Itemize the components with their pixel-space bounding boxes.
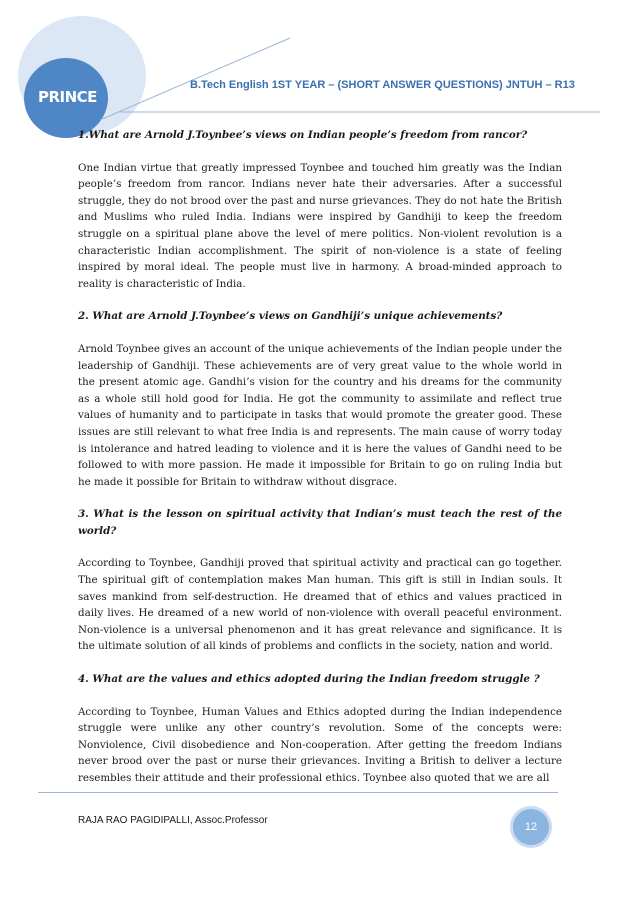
footer-author: RAJA RAO PAGIDIPALLI, Assoc.Professor (78, 815, 268, 826)
answer-paragraph: According to Toynbee, Human Values and Ethics adopted during the Indian independence struggle were unlike any other country’s revolution. Some of the concepts were: Nonviolence, Civil disobedience and Non-cooperation. After getting the freedom Indians never brood over the past or nurse their grievances. Inviting a British to deliver a lecture resembles their attitude and their professional ethics. Toynbee also quoted that we are all (78, 705, 562, 784)
answer-paragraph: According to Toynbee, Gandhiji proved that spiritual activity and practical can go together. The spiritual gift of contemplation makes Man human. This gift is still in Indian souls. It saves mankind from self-destruction. He dreamed that of ethics and values practiced in daily lives. He dreamed of a new world of non-violence with overall peaceful environment. Non-violence is a universal phenomenon and it has great relevance and significance. It is the ultimate solution of all kinds of problems and conflicts in the society, nation and world. (78, 557, 562, 653)
question-heading: 4. What are the values and ethics adopted during the Indian freedom struggle ? (78, 673, 540, 686)
page-number: 12 (524, 821, 538, 833)
question-heading: 1.What are Arnold J.Toynbee’s views on Indian people’s freedom from rancor? (78, 129, 528, 141)
page-number-badge (510, 806, 552, 848)
qa-section (78, 127, 562, 292)
logo-text: PRINCE (38, 88, 97, 106)
qa-section (78, 671, 562, 787)
footer-divider (38, 792, 558, 793)
answer-paragraph: Arnold Toynbee gives an account of the unique achievements of the Indian people under the leadership of Gandhiji. These achievements are of very great value to the whole world in the present atomic age. Gandhi’s vision for the country and his dreams for the community as a whole still hold good for India. He got the community to assimilate and reflect true values of humanity and to participate in tasks that would promote the greater good. These issues are still relevant to what free India is and represents. The main cause of worry today is intolerance and hatred leading to violence and it is here the values of Gandhi need to be followed to with more passion. He made it impossible for Britain to go on ruling India but he made it possible for Britain to withdraw without disgrace. (78, 342, 562, 488)
qa-section (78, 506, 562, 655)
document-header-title: B.Tech English 1ST YEAR – (SHORT ANSWER QUESTIONS) JNTUH – R13 (190, 79, 575, 91)
document-body (78, 127, 562, 803)
answer-paragraph: One Indian virtue that greatly impressed Toynbee and touched him greatly was the Indian people’s freedom from rancor. Indians never hate their adversaries. After a successful struggle, they do not brood over the past and nurse grievances. They do not hate the British and Muslims who ruled India. Indians were inspired by Gandhiji to keep the freedom struggle on a spiritual plane above the level of mere politics. Non-violent revolution is a characteristic Indian accomplishment. The spirit of non-violence is a state of feeling inspired by moral ideal. The people must live in harmony. A broad-minded approach to reality is characteristic of India. (78, 161, 562, 290)
qa-section (78, 308, 562, 490)
question-heading: 3. What is the lesson on spiritual activity that Indian’s must teach the rest of the world? (78, 508, 562, 537)
question-heading: 2. What are Arnold J.Toynbee’s views on Gandhiji’s unique achievements? (78, 310, 503, 323)
